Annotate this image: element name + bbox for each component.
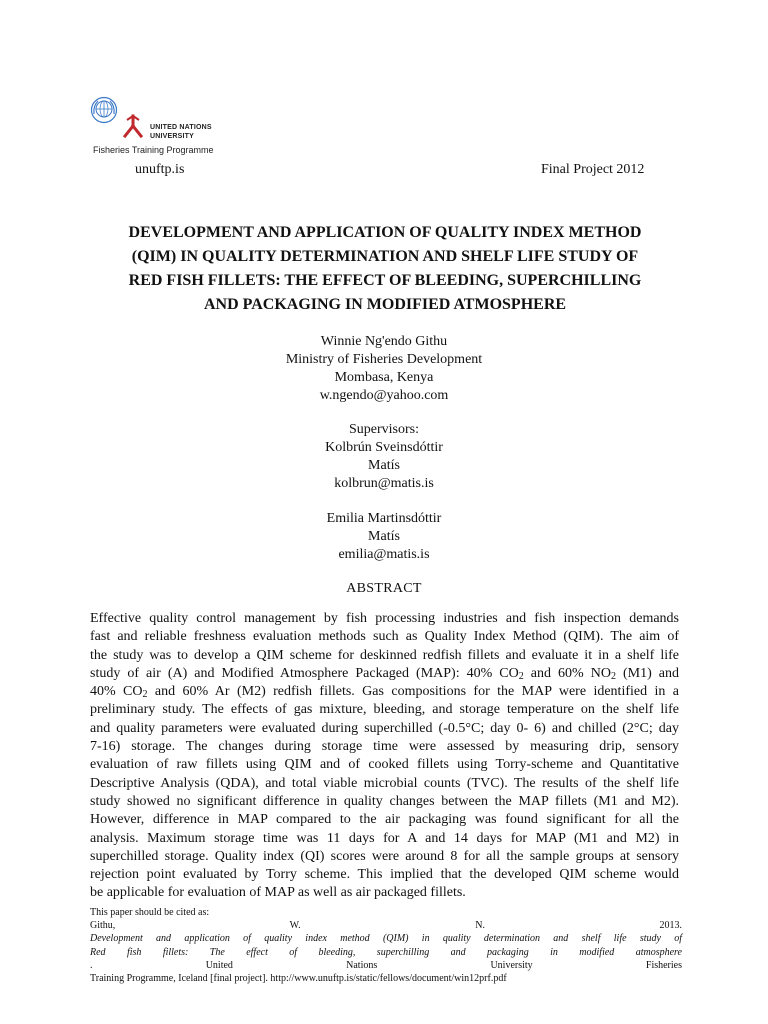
- abstract-line: and quality parameters were evaluated during superchilled (-0.5°C; day 0- 6) and chilled (2°C; day: [90, 720, 679, 736]
- citation-intro: This paper should be cited as:: [90, 907, 210, 918]
- abstract-line: the study was to develop a QIM scheme for deskinned redfish fillets and evaluate it in a shelf life: [90, 647, 679, 663]
- citation-publisher: . United Nations University Fisheries: [90, 959, 682, 971]
- subscript: 2: [518, 670, 524, 682]
- supervisors-block: [0, 421, 768, 493]
- citation-title: Development and application of quality index method (QIM) in quality determination and shelf life study of: [90, 933, 682, 945]
- abstract-line: 7-16) storage. The changes during storage time were assessed by measuring drip, sensory: [90, 739, 679, 755]
- abstract-line: analysis. Maximum storage time was 11 days for A and 14 days for MAP (M1 and M2) in: [90, 830, 679, 846]
- abstract-line: preliminary study. The effects of gas mixture, bleeding, and storage temperature on the shelf life: [90, 702, 679, 718]
- abstract-line: [90, 665, 679, 683]
- citation-title: Red fish fillets: The effect of bleeding, superchilling and packaging in modified atmosphere: [90, 946, 682, 958]
- abstract-line-part: and 60% Ar (M2) redfish fillets. Gas compositions for the MAP were identified in a: [147, 684, 679, 700]
- org-name-line2: UNIVERSITY: [150, 133, 195, 140]
- supervisor-name: Emilia Martinsdóttir: [326, 511, 442, 526]
- citation-link[interactable]: Training Programme, Iceland [final project]. http://www.unuftp.is/static/fellows/document/win12prf.pdf: [90, 973, 507, 985]
- citation-block: [90, 906, 682, 985]
- subscript: 2: [610, 670, 616, 682]
- abstract-line: However, difference in MAP compared to the air packaging was found significant for all the: [90, 812, 679, 828]
- title-line: DEVELOPMENT AND APPLICATION OF QUALITY INDEX METHOD: [128, 224, 642, 241]
- abstract-line-part: study of air (A) and Modified Atmosphere Packaged (MAP): 40% CO: [90, 665, 519, 681]
- author-email: w.ngendo@yahoo.com: [319, 388, 449, 403]
- citation-line: [90, 919, 682, 945]
- author-block: [0, 333, 768, 405]
- abstract-line-part: 40% CO: [90, 684, 143, 700]
- subscript: 2: [142, 689, 148, 701]
- abstract-line: fast and reliable freshness evaluation methods such as Quality Index Method (QIM). The aim of: [90, 629, 679, 645]
- title-line: AND PACKAGING IN MODIFIED ATMOSPHERE: [203, 296, 567, 313]
- title-line: (QIM) IN QUALITY DETERMINATION AND SHELF LIFE STUDY OF: [131, 248, 639, 265]
- abstract-line: evaluation of raw fillets using QIM and of cooked fillets using Torry-scheme and Quantitative: [90, 757, 679, 773]
- title-line: RED FISH FILLETS: THE EFFECT OF BLEEDING, SUPERCHILLING: [128, 272, 642, 289]
- citation-author-year: Githu, W. N. 2013.: [90, 920, 682, 932]
- abstract-line: Effective quality control management by fish processing industries and fish inspection demands: [90, 611, 679, 626]
- header-website: unuftp.is: [135, 162, 185, 177]
- abstract-line: Descriptive Analysis (QDA), and total viable microbial counts (TVC). The results of the shelf life: [90, 775, 679, 791]
- supervisor-name: Kolbrún Sveinsdóttir: [325, 440, 443, 455]
- supervisor-org: Matís: [368, 529, 400, 544]
- abstract-body: [90, 610, 679, 903]
- abstract-heading: ABSTRACT: [346, 581, 422, 596]
- abstract-line: [90, 683, 679, 701]
- abstract-line: rejection point evaluated by Torry scheme. This implied that the developed QIM scheme would: [90, 867, 679, 883]
- author-location: Mombasa, Kenya: [334, 370, 434, 385]
- abstract-line: superchilled storage. Quality index (QI) scores were around 8 for all the sample groups at sensory: [90, 848, 679, 864]
- supervisors-heading: Supervisors:: [349, 422, 419, 437]
- citation-line: [90, 946, 682, 972]
- abstract-line-part: (M1) and: [615, 665, 679, 681]
- supervisor-org: Matís: [368, 458, 400, 473]
- paper-title: [80, 221, 690, 317]
- abstract-line-part: and 60% NO: [523, 665, 611, 681]
- abstract-line: be applicable for evaluation of MAP as well as air packaged fillets.: [90, 885, 466, 901]
- unu-ftp-logo: [88, 96, 238, 158]
- author-affiliation: Ministry of Fisheries Development: [285, 352, 483, 367]
- author-name: Winnie Ng'endo Githu: [320, 334, 448, 349]
- header-project-year: Final Project 2012: [541, 162, 645, 177]
- supervisor-2-block: [0, 510, 768, 564]
- supervisor-email: emilia@matis.is: [338, 547, 430, 562]
- unu-mark-icon: [122, 114, 144, 140]
- org-name-line1: UNITED NATIONS: [150, 124, 212, 131]
- abstract-line: study showed no significant difference in quality changes between the MAP fillets (M1 and M2).: [90, 793, 679, 809]
- programme-name: Fisheries Training Programme: [93, 145, 214, 155]
- supervisor-email: kolbrun@matis.is: [334, 476, 434, 491]
- un-emblem-icon: [90, 96, 118, 124]
- org-name: [150, 123, 212, 141]
